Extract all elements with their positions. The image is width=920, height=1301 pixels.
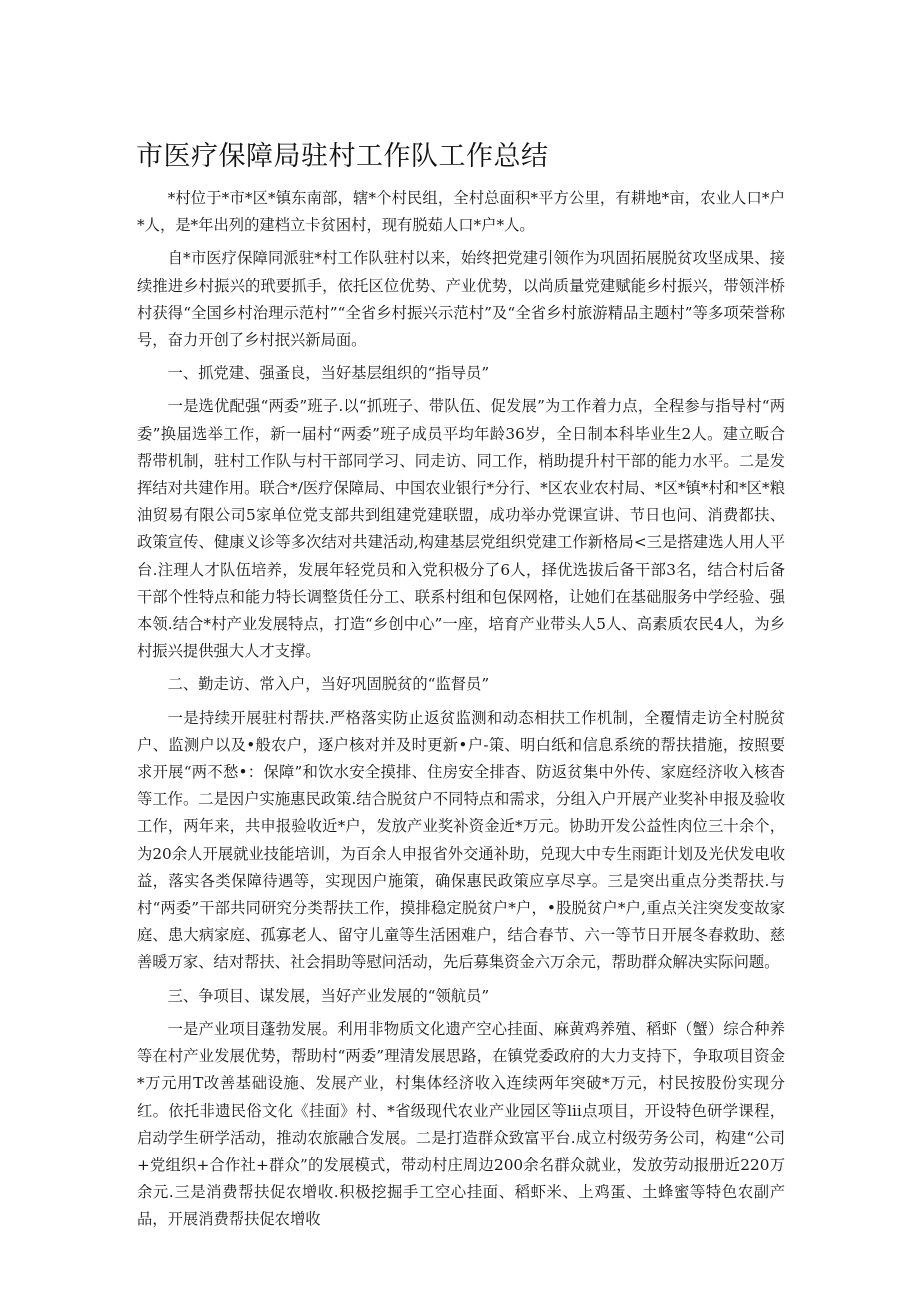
document-title: 市医疗保障局驻村工作队工作总结 — [136, 141, 549, 172]
intro-paragraph: *村位于*市*区*镇东南部，辖*个村民组，全村总面积*平方公里，有耕地*亩，农业人口*户*人，是*年出列的建档立卡贫困村，现有脱茹人口*户*人。 — [137, 189, 785, 235]
section-3-paragraph: 一是产业项目蓬勃发展。利用非物质文化遗产空心挂面、麻黄鸡养殖、稻虾（蟹）综合种养等在村产业发展优势，帮助村“两委”理清发展思路，在镇党委政府的大力支持下，争取项目资金*万元用T改善基础设施、发展产业，村集体经济收入连续两年突破*万元，村民按股份实现分红。依托非遗民俗文化《挂面》村、*省级现代农业产业园区等lii点项目，开设特色研学课程，启动学生研学活动，推动农旅融合发展。二是打造群众致富平台.成立村级劳务公司，构建“公司+党组织+合作社+群众”的发展模式，带动村庄周边200余名群众就业，发放劳动报册近220万余元.三是消费帮扶促农增收.积极挖掘手工空心挂面、稻虾米、上鸡蛋、土蜂蜜等特色农副产品，开展消费帮扶促农增收 — [137, 1019, 785, 1229]
section-heading-2: 二、勤走访、常入户，当好巩固脱贫的“监督员” — [167, 675, 490, 694]
section-heading-1: 一、抓党建、强蚤良，当好基层组织的“指导员” — [167, 364, 490, 383]
section-heading-3: 三、争项目、谋发展，当好产业发展的“领航员” — [167, 986, 490, 1005]
section-2-paragraph: 一是持续开展驻村帮扶.严格落实防止返贫监测和动态相扶工作机制，全覆情走访全村脱贫户、监测户以及•般农户，逐户核对并及时更新•户-策、明白纸和信息系统的帮扶措施，按照要求开展“两不愁•：保障”和饮水安全摸排、住房安全排杳、防返贫集中外传、家庭经济收入核杳等工作。二是因户实施惠民政策.结合脱贫户不同特点和需求，分组入户开展产业奖补申报及验收工作，两年来，共申报验收近*户，发放产业奖补资金近*万元。协助开发公益性肉位三十余个，为20余人开展就业技能培训，为百余人申报省外交通补助，兑现大中专生雨距计划及光伏发电收益，落实各类保障待遇等，实现因户施策，确保惠民政策应享尽享。三是突出重点分类帮扶.与村“两委”干部共同研究分类帮扶工作，摸排稳定脱贫户*户，•股脱贫户*户,重点关注突发变故家庭、患大病家庭、孤寡老人、留守儿童等生活困难户，结合春节、六一等节日开展冬春救助、慈善暖万家、结对帮扶、社会捐助等慰问活动，先后募集资金六万余元，帮助群众解决实际问题。 — [137, 708, 785, 972]
overview-paragraph: 自*市医疗保障同派驻*村工作队驻村以来，始终把党建引领作为巩固拓展脱贫攻坚成果、接续推进乡村振兴的玳要抓手，依托区位优势、产业优势，以尚质量党建赋能乡村振兴，带领泮桥村获得“全国乡村治理示范村”“全省乡村振兴示范村”及“全省乡村旅游精品主题村”等多项荣誉称号，奋力开创了乡村抿兴新局面。 — [137, 249, 785, 350]
document-body — [137, 185, 785, 1234]
section-1-paragraph: 一是选优配强“两委”班子.以“抓班子、带队伍、促发展”为工作着力点，全程参与指导村“两委”换届选举工作，新一届村“两委”班子成员平均年龄36岁，全日制本科毕业生2人。建立畈合帮带机制，驻村工作队与村干部同学习、同走访、同工作，梢助提升村干部的能力水平。二是发挥结对共建作用。联合*/医疗保障局、中国农业银行*分行、*区农业农村局、*区*镇*村和*区*粮油贸易有限公司5家单位党支部共到组建党建联盟，成功举办党课宣讲、节日也问、消费都扶、政策宣传、健康义诊等多次结对共建活动,构建基层党组织党建工作新格局<三是搭建选人用人平台.注理人才队伍培养，发展年轻党员和入党积极分了6人，择优选拔后备干部3名，结合村后备干部个性特点和能力特长调整货任分工、联系村组和包保网格，让她们在基础服务中学经验、强本领.结合*村产业发展特点，打造“乡创中心”一座，培育产业带头人5人、高素质农民4人，为乡村振兴提供强大人才支撑。 — [137, 397, 785, 661]
